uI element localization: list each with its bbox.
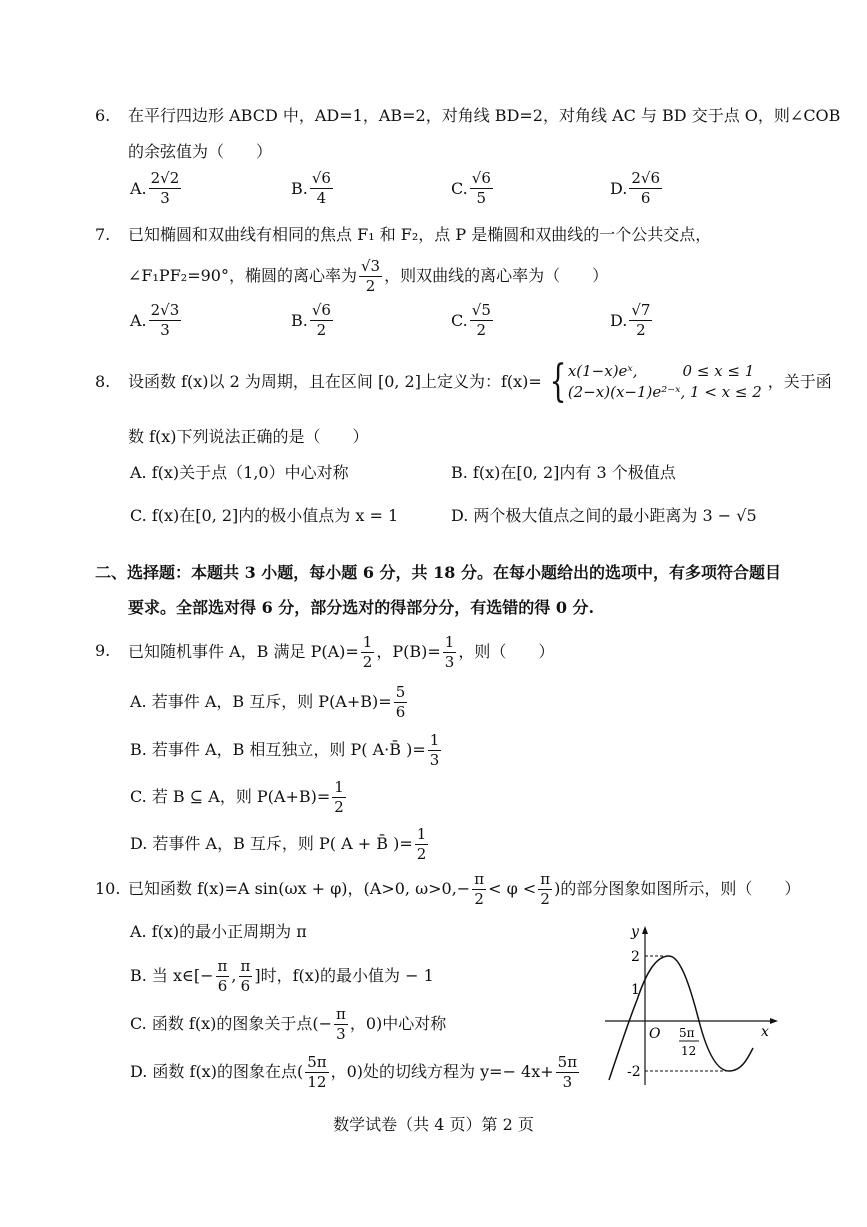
q10-number: 10.: [95, 879, 121, 898]
q6-line2: 的余弦值为（ ）: [128, 142, 273, 161]
q7-option-c: C. $\frac{√5}{2}$: [451, 301, 491, 339]
y-axis-arrow-icon: [642, 926, 648, 934]
q10-stem: 已知函数 f(x)=A sin(ωx + φ)，(A>0, ω>0,− $\frac{\pi}{2}$ < φ < $\frac{\pi}{2}$ )的部分图象如图所示，则（ ）: [128, 869, 801, 908]
origin-label: O: [649, 1026, 661, 1042]
q7-line1: 已知椭圆和双曲线有相同的焦点 F₁ 和 F₂，点 P 是椭圆和双曲线的一个公共交点，: [128, 225, 712, 244]
fraction: $\frac{√7}{2}$: [631, 301, 651, 339]
q10-option-c: C. 函数 f(x)的图象关于点(− $\frac{\pi}{3}$ ，0)中心对称: [130, 1004, 447, 1043]
fraction: $\frac{√5}{2}$: [471, 301, 491, 339]
fraction: $\frac{\pi}{2}$: [540, 869, 551, 908]
tick-x-num: 5π: [679, 1026, 695, 1040]
q9-option-c: C. 若 B ⊆ A，则 P(A+B)= $\frac{1}{2}$: [130, 777, 344, 816]
q6-option-c: C. $\frac{√6}{5}$: [451, 169, 491, 207]
fraction: $\frac{2√6}{6}$: [631, 169, 660, 207]
fraction: $\frac{√6}{4}$: [311, 169, 331, 207]
fraction: $\frac{1}{2}$: [334, 777, 344, 816]
tick-neg2: -2: [627, 1064, 641, 1080]
q6-line1: 在平行四边形 ABCD 中，AD=1，AB=2，对角线 BD=2，对角线 AC 与 BD 交于点 O，则∠COB: [128, 106, 841, 125]
q8-option-b: B. f(x)在[0, 2]内有 3 个极值点: [451, 463, 676, 482]
y-label: y: [631, 924, 639, 940]
q7-option-a: A. $\frac{2√3}{3}$: [130, 301, 180, 339]
q7-option-d: D. $\frac{√7}{2}$: [610, 301, 651, 339]
piecewise-function: { x(1−x)eˣ, 0 ≤ x ≤ 1 (2−x)(x−1)e²⁻ˣ, 1 < x ≤ 2: [549, 356, 762, 407]
fraction: $\frac{2√3}{3}$: [150, 301, 180, 339]
q8-option-a: A. f(x)关于点（1,0）中心对称: [130, 463, 349, 482]
q7-number: 7.: [95, 225, 111, 244]
q9-option-d: D. 若事件 A，B 互斥，则 P( A + B̄ )= $\frac{1}{2}$: [130, 824, 427, 863]
q10-option-a: A. f(x)的最小正周期为 π: [130, 922, 307, 941]
page-footer: 数学试卷（共 4 页）第 2 页: [333, 1115, 534, 1134]
q8-number: 8.: [95, 372, 111, 391]
x-label: x: [761, 1024, 769, 1040]
q6-option-b: B. $\frac{√6}{4}$: [291, 169, 331, 207]
fraction: $\frac{√3}{2}$: [360, 256, 381, 295]
fraction: $\frac{1}{3}$: [444, 632, 455, 671]
fraction: $\frac{1}{2}$: [362, 632, 373, 671]
q8-line2: 数 f(x)下列说法正确的是（ ）: [128, 427, 369, 446]
q6-option-d: D. $\frac{2√6}{6}$: [610, 169, 660, 207]
q10-option-b: B. 当 x∈[− $\frac{\pi}{6}$ , $\frac{\pi}{6}$ ]时，f(x)的最小值为 − 1: [130, 956, 434, 995]
fraction: $\frac{1}{2}$: [416, 824, 427, 863]
fraction: $\frac{√6}{2}$: [311, 301, 331, 339]
q6-number: 6.: [95, 106, 111, 125]
brace-icon: {: [549, 356, 567, 407]
fraction: $\frac{1}{3}$: [429, 730, 440, 769]
q8-option-c: C. f(x)在[0, 2]内的极小值点为 x = 1: [130, 506, 399, 525]
fraction: $\frac{\pi}{6}$: [240, 956, 251, 995]
tick-x-den: 12: [681, 1044, 697, 1058]
x-axis-arrow-icon: [770, 1018, 778, 1024]
fraction: $\frac{2√2}{3}$: [150, 169, 180, 207]
section2-line2: 要求。全部选对得 6 分，部分选对的得部分分，有选错的得 0 分.: [128, 598, 595, 617]
fraction: $\frac{\pi}{6}$: [217, 956, 228, 995]
q7-line2: ∠F₁PF₂=90°，椭圆的离心率为 $\frac{√3}{2}$ ，则双曲线的离心率为（ ）: [128, 256, 609, 295]
q9-option-b: B. 若事件 A，B 相互独立，则 P( A·B̄ )= $\frac{1}{3}$: [130, 730, 440, 769]
q8-line1: 设函数 f(x)以 2 为周期，且在区间 [0, 2]上定义为：f(x)= { x(1−x)eˣ, 0 ≤ x ≤ 1 (2−x)(x−1)e²⁻ˣ, 1 < x ≤ 2 ，关于函: [128, 356, 832, 407]
tick-1: 1: [631, 982, 640, 998]
fraction: $\frac{\pi}{3}$: [336, 1004, 346, 1043]
fraction: $\frac{\pi}{2}$: [474, 869, 485, 908]
fraction: $\frac{√6}{5}$: [471, 169, 491, 207]
fraction: $\frac{5\pi}{3}$: [557, 1052, 578, 1091]
q10-option-d: D. 函数 f(x)的图象在点( $\frac{5\pi}{12}$ ，0)处的切线方程为 y=− 4x+ $\frac{5\pi}{3}$: [130, 1052, 578, 1091]
section2-line1: 二、选择题：本题共 3 小题，每小题 6 分，共 18 分。在每小题给出的选项中，有多项符合题目: [95, 563, 781, 582]
q7-option-b: B. $\frac{√6}{2}$: [291, 301, 331, 339]
q9-stem: 已知随机事件 A，B 满足 P(A)= $\frac{1}{2}$ ，P(B)= $\frac{1}{3}$ ，则（ ）: [128, 632, 555, 671]
q9-number: 9.: [95, 641, 111, 660]
q8-option-d: D. 两个极大值点之间的最小距离为 3 − √5: [451, 506, 757, 525]
q6-option-a: A. $\frac{2√2}{3}$: [130, 169, 180, 207]
sine-graph: [595, 920, 785, 1090]
fraction: $\frac{5\pi}{12}$: [307, 1052, 327, 1091]
q9-option-a: A. 若事件 A，B 互斥，则 P(A+B)= $\frac{5}{6}$: [130, 682, 406, 721]
sine-curve: [609, 956, 753, 1080]
tick-2: 2: [631, 949, 640, 965]
fraction: $\frac{5}{6}$: [395, 682, 406, 721]
